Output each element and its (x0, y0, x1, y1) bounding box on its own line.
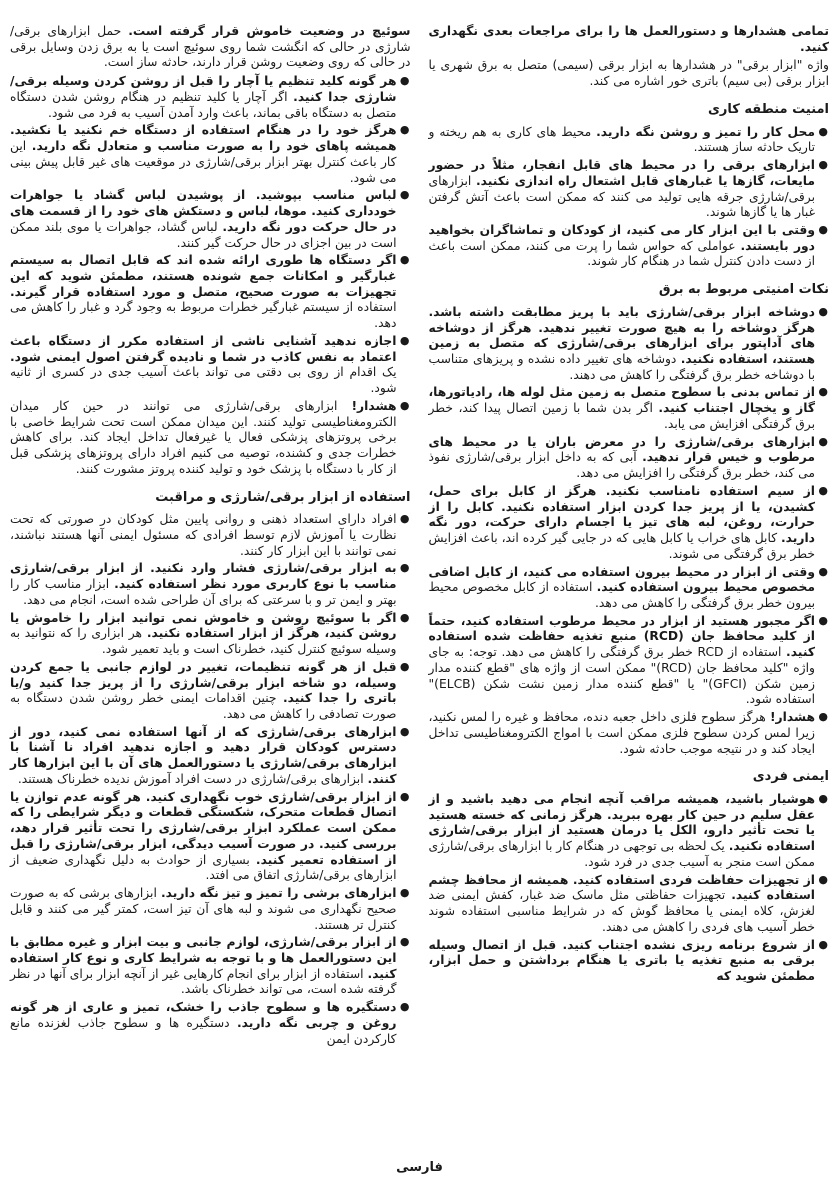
text-regular: اگر آچار یا کلید تنظیم در هنگام روشن شدن دستگاه متصل به دستگاه باقی بماند، باعث وارد آمدن آسیب به فرد می شود. (10, 89, 397, 120)
bullet-marker: ● (399, 123, 410, 137)
page-footer-language-label: فارسی (396, 1160, 443, 1175)
text-regular: هرگز سطوح فلزی داخل جعبه دنده، محافظ و غیره را لمس نکنید، زیرا لمس کردن سطوح فلزی ممکن است با امواج الکترومغناطیسی تداخل ایجاد کند و در نتیجه موجب حادثه شود. (428, 710, 815, 756)
bullet-item (429, 385, 830, 432)
text-regular: یک اقدام از روی بی دقتی می تواند باعث آسیب جدی در کسری از ثانیه شود. (10, 365, 397, 396)
bullet-item (429, 223, 830, 270)
bullet-marker: ● (399, 253, 410, 267)
bullet-item (10, 935, 411, 998)
bullet-item (429, 305, 830, 384)
text-regular: لباس گشاد، جواهرات یا موی بلند ممکن است در بین اجزای در حال حرکت گیر کنند. (10, 219, 397, 250)
bullet-item (429, 938, 830, 985)
text-bold: وقتی با این ابزار کار می کنید، از کودکان و تماشاگران بخواهید دور بایستند. (428, 222, 815, 253)
text-bold: ابزارهای برقی را در محیط های قابل انفجار، مثلاً در حضور مایعات، گازها یا غبارهای قابل اشتعال راه اندازی نکنید. (428, 158, 815, 188)
text-bold: از سیم استفاده نامناسب نکنید. هرگز از کابل برای حمل، کشیدن، یا از پریز جدا کردن ابزار استفاده نکنید. کابل را از حرارت، روغن، لبه های تیز یا اجسام دارای حرکت، دور نگه دارید. (428, 483, 815, 546)
section-heading: نکات امنیتی مربوط به برق (658, 282, 829, 298)
bullet-marker: ● (399, 561, 410, 575)
text-regular: استفاده از ابزار برای انجام کارهایی غیر از آنچه ابزار برای آنها در نظر گرفته شده است، می تواند خطرناک باشد. (10, 966, 397, 997)
paragraph (10, 24, 411, 71)
col-right (429, 24, 830, 1049)
bullet-marker: ● (399, 659, 410, 673)
bullet-marker: ● (399, 188, 410, 202)
bullet-marker: ● (399, 935, 410, 949)
bullet-marker: ● (818, 222, 828, 236)
text-bold: دستگیره ها و سطوح جاذب را خشک، تمیز و عاری از هر گونه روغن و چربی نگه دارید. (10, 1000, 397, 1030)
bullet-marker: ● (818, 304, 828, 318)
section-heading: امنیت منطقه کاری (707, 101, 829, 117)
text-bold: دوشاخه ابزار برقی/شارژی باید با پریز مطابقت داشته باشد. هرگز دوشاخه را به هیچ صورت تغییر ندهید. هرگز از دوشاخه های آداپتور برای ابزارهای برقی/شارژی که متصل به زمین هستند، استفاده نکنید. (428, 304, 815, 366)
text-bold: اگر مجبور هستید از ابزار در محیط مرطوب استفاده کنید، حتماً از کلید محافظ جان (RCD) منبع تغذیه حفاظت شده استفاده کنید. (428, 613, 815, 660)
text-regular: ابزارهای برقی/شارژی در دست افراد آموزش ندیده خطرناک هستند. (17, 771, 368, 786)
text-regular: محیط های کاری به هم ریخته و تاریک حادثه ساز هستند. (428, 124, 815, 155)
text-regular: واژه "ابزار برقی" در هشدارها به ابزار برقی (سیمی) متصل به برق شهری یا ابزار برقی (بی سیم) باتری خور اشاره می کند. (428, 58, 829, 89)
bullet-marker: ● (399, 333, 410, 347)
bullet-marker: ● (818, 124, 828, 138)
bullet-item (10, 188, 411, 251)
bullet-item (429, 710, 830, 757)
text-regular: دوشاخه های تغییر داده نشده و پریزهای متناسب با دوشاخه خطر برق گرفتگی را کاهش می دهند. (428, 352, 815, 382)
bullet-marker: ● (818, 158, 828, 172)
section-heading: استفاده از ابزار برقی/شارژی و مراقبت (155, 489, 411, 505)
text-bold: هرگز خود را در هنگام استفاده از دستگاه خم نکنید یا نکشید. همیشه پاهای خود را به صورت مناسب و متعادل نگه دارید. (10, 123, 397, 154)
section-heading: ایمنی فردی (752, 769, 829, 785)
bullet-item (10, 561, 411, 608)
bullet-marker: ● (818, 872, 828, 886)
col-left (10, 24, 411, 1049)
bullet-item (10, 725, 411, 788)
text-bold: سوئیچ در وضعیت خاموش قرار گرفته است. (128, 24, 411, 38)
text-regular: استفاده از RCD خطر برق گرفتگی را کاهش می دهد. توجه: به جای واژه "کلید محافظ جان (RCD)" ممکن است از واژه های "قطع کننده مدار زمین شکن (GFCI)" یا "قطع کننده مدار زمین نشت شکن (ELCB)" استفاده شود. (428, 645, 815, 707)
text-bold: از تجهیزات حفاظت فردی استفاده کنید. همیشه از محافظ چشم استفاده کنید. (428, 872, 815, 903)
text-bold: اگر با سوئیچ روشن و خاموش نمی توانید ابزار را خاموش یا روشن کنید، هرگز از ابزار استفاده نکنید. (10, 610, 397, 641)
text-bold: محل کار را تمیز و روشن نگه دارید. (596, 124, 816, 139)
text-regular: عواملی که حواس شما را پرت می کنند، ممکن است باعث از دست دادن کنترل شما در هنگام کار شوند. (428, 238, 815, 269)
text-regular: حمل ابزارهای برقی/شارژی در حالی که انگشت شما روی سوئیچ است یا به برق زدن وسایل برقی در حالی که روی وضعیت روشن قرار دارند، حادثه ساز است. (10, 24, 411, 70)
bullet-marker: ● (399, 886, 410, 900)
text-bold: ابزارهای برشی را تمیز و تیز نگه دارید. (161, 886, 397, 901)
bullet-marker: ● (818, 710, 828, 724)
text-bold: اجازه ندهید آشنایی ناشی از استفاده مکرر از دستگاه باعث اعتماد به نفس کاذب در شما و نادیده گرفتن اصول ایمنی شود. (10, 333, 397, 364)
text-regular: آبی که به داخل ابزار برقی/شارژی نفوذ می کند، خطر برق گرفتگی را افزایش می دهد. (428, 450, 815, 481)
text-regular: چنین اقدامات ایمنی خطر روشن شدن دستگاه به صورت تصادفی را کاهش می دهد. (10, 691, 397, 721)
text-bold: به ابزار برقی/شارژی فشار وارد نکنید. از ابزار برقی/شارژی مناسب با نوع کاربری مورد نظر استفاده کنید. (10, 561, 397, 592)
text-regular: ابزار مناسب کار را بهتر و ایمن تر و با سرعتی که برای آن طراحی شده است، انجام می دهد. (10, 577, 397, 607)
bullet-item (10, 399, 411, 478)
text-regular: کابل های خراب یا کابل هایی که در جایی گیر کرده اند، باعث افزایش خطر برق گرفتگی می شوند. (428, 531, 815, 561)
bullet-item (429, 792, 830, 871)
text-bold: لباس مناسب بپوشید. از پوشیدن لباس گشاد یا جواهرات خودداری کنید. موها، لباس و دستکش های خود را از قسمت های در حال حرکت دور نگه دارید. (10, 188, 397, 234)
bullet-marker: ● (818, 385, 828, 399)
bullet-item (10, 334, 411, 397)
bullet-item (429, 435, 830, 482)
text-regular: استفاده از سیستم غبارگیر خطرات مربوط به وجود گرد و غبار را کاهش می دهد. (10, 300, 397, 331)
bullet-item (10, 123, 411, 186)
bullet-item (10, 790, 411, 884)
text-regular: افراد دارای استعداد ذهنی و روانی پایین مثل کودکان در صورتی که تحت نظارت یا آموزش لازم توسط افرادی که مسئول ایمنی آنها هستند نباشند، نمی توانند با این ابزار کار کنند. (10, 512, 397, 558)
bullet-marker: ● (818, 791, 828, 805)
bullet-item (429, 565, 830, 612)
text-bold: ابزارهای برقی/شارژی که از آنها استفاده نمی کنید، دور از دسترس کودکان قرار دهید و اجازه ندهید افراد نا آشنا با ابزارهای برقی/شارژی یا دستورالعمل های آن با این ابزارها کار کنند. (10, 724, 397, 786)
text-regular: تجهیزات حفاظتی مثل ماسک ضد غبار، کفش ایمنی ضد لغزش، کلاه ایمنی یا محافظ گوش که در شرایط مناسبی استفاده شوند خطر آسیب های فردی را کاهش می دهند. (428, 888, 815, 934)
bullet-item (10, 611, 411, 658)
text-bold: هوشیار باشید، همیشه مراقب آنچه انجام می دهید باشید و از عقل سلیم در حین کار بهره ببرید. هرگز زمانی که خسته هستید یا تحت تأثیر دارو، الکل یا درمان هستید از ابزار برقی/شارژی استفاده نکنید. (428, 791, 816, 854)
bullet-item (429, 614, 830, 708)
text-bold: اگر دستگاه ها طوری ارائه شده اند که قابل اتصال به سیستم غبارگیر و امکانات جمع شونده هستند، مطمئن شوید که این تجهیزات به صورت صحیح، متصل و مورد استفاده قرار گیرند. (10, 253, 397, 299)
bullet-item (429, 873, 830, 936)
bullet-item (10, 512, 411, 559)
bullet-marker: ● (818, 613, 828, 627)
text-bold: از تماس بدنی با سطوح متصل به زمین مثل لوله ها، رادیاتورها، گاز و یخچال اجتناب کنید. (428, 385, 815, 416)
bullet-marker: ● (399, 74, 410, 88)
text-regular: یک لحظه بی توجهی در هنگام کار با ابزارهای برقی/شارژی ممکن است منجر به آسیب جدی در فرد شود. (428, 839, 815, 869)
bullet-item (10, 74, 411, 121)
bullet-marker: ● (399, 789, 410, 803)
paragraph (429, 58, 830, 89)
bullet-item (429, 158, 830, 221)
bullet-item (429, 125, 830, 156)
bullet-marker: ● (818, 937, 828, 951)
text-bold: هشدار! (351, 398, 397, 413)
text-regular: استفاده از کابل مخصوص محیط بیرون خطر برق گرفتگی را کاهش می دهد. (428, 580, 815, 611)
text-bold: هشدار! (769, 710, 815, 725)
bullet-marker: ● (818, 483, 828, 497)
bullet-marker: ● (399, 610, 410, 624)
text-bold: از ابزار برقی/شارژی، لوازم جانبی و بیت ابزار و غیره مطابق با این دستورالعمل ها و با توجه به شرایط کاری و نوع کار استفاده کنید. (10, 935, 397, 981)
text-regular: دستگیره ها و سطوح جاذب لغزنده مانع کارکردن ایمن (10, 1015, 397, 1046)
paragraph (429, 24, 830, 55)
text-regular: این کار باعث کنترل بهتر ابزار برقی/شارژی در موقعیت های غیر قابل پیش بینی می شود. (10, 139, 397, 185)
text-bold: از ابزار برقی/شارژی خوب نگهداری کنید. هر گونه عدم توازن یا اتصال قطعات متحرک، شکستگی قطعات و دیگر شرایطی را که ممکن است عملکرد ابزار برقی/شارژی را تحت تأثیر قرار دهد، بررسی کنید. در صورت آسیب دیدگی، ابزار برقی/شارژی را قبل از استفاده تعمیر کنید. (10, 789, 397, 867)
text-regular: ابزارهای برقی/شارژی می توانند در حین کار میدان الکترومغناطیسی تولید کنند. این میدان ممکن است تحت شرایط خاصی با برخی پروتزهای پزشکی فعال یا غیرفعال تداخل ایجاد کند. برای کاهش خطرات جدی و کشنده، توصیه می کنیم افراد دارای پروتزهای پزشکی قبل از کار با دستگاه با پزشک خود و تولید کننده پروتز مشورت کنند. (10, 398, 397, 476)
text-regular: ابزارهای برشی که به صورت صحیح نگهداری می شوند و لبه های آن تیز است، کمتر گیر می کنند و قابل کنترل تر هستند. (10, 886, 397, 932)
text-regular: ابزارهای برقی/شارژی جرقه هایی تولید می کنند که ممکن است باعث آتش گرفتن غبار ها یا گازها شوند. (428, 173, 815, 220)
text-regular: هر ابزاری را که نتوانید به وسیله سوئیچ کنترل کنید، خطرناک است و باید تعمیر شود. (10, 626, 397, 657)
text-bold: از شروع برنامه ریزی نشده اجتناب کنید. قبل از اتصال وسیله برقی به منبع تغذیه یا باتری یا هنگام برداشتن و حمل ابزار، مطمئن شوید که (428, 937, 815, 984)
bullet-marker: ● (818, 564, 828, 578)
bullet-item (10, 886, 411, 933)
text-bold: هر گونه کلید تنظیم یا آچار را قبل از روشن کردن وسیله برقی/شارژی جدا کنید. (10, 74, 397, 104)
bullet-item (10, 1000, 411, 1047)
bullet-marker: ● (399, 512, 410, 526)
text-bold: تمامی هشدارها و دستورالعمل ها را برای مراجعات بعدی نگهداری کنید. (428, 24, 829, 54)
text-bold: وقتی از ابزار در محیط بیرون استفاده می کنید، از کابل اضافی مخصوص محیط بیرون استفاده کنید. (428, 564, 815, 595)
bullet-marker: ● (399, 398, 410, 412)
bullet-item (10, 660, 411, 723)
bullet-marker: ● (818, 434, 828, 448)
text-regular: اگر بدن شما با زمین اتصال پیدا کند، خطر برق گرفتگی افزایش می یابد. (428, 401, 815, 431)
bullet-marker: ● (399, 1000, 410, 1014)
bullet-item (10, 253, 411, 332)
text-regular: بسیاری از حوادث به دلیل نگهداری ضعیف از ابزارهای برقی/شارژی اتفاق می افتد. (10, 852, 397, 883)
bullet-item (429, 484, 830, 563)
bullet-marker: ● (399, 724, 410, 738)
text-bold: قبل از هر گونه تنظیمات، تغییر در لوازم جانبی یا جمع کردن وسیله، دو شاخه ابزار برقی/شارژی را از پریز جدا کنید و/یا باتری را جدا کنید. (10, 659, 397, 706)
text-bold: ابزارهای برقی/شارژی را در معرض باران یا در محیط های مرطوب و خیس قرار ندهید. (428, 434, 816, 465)
